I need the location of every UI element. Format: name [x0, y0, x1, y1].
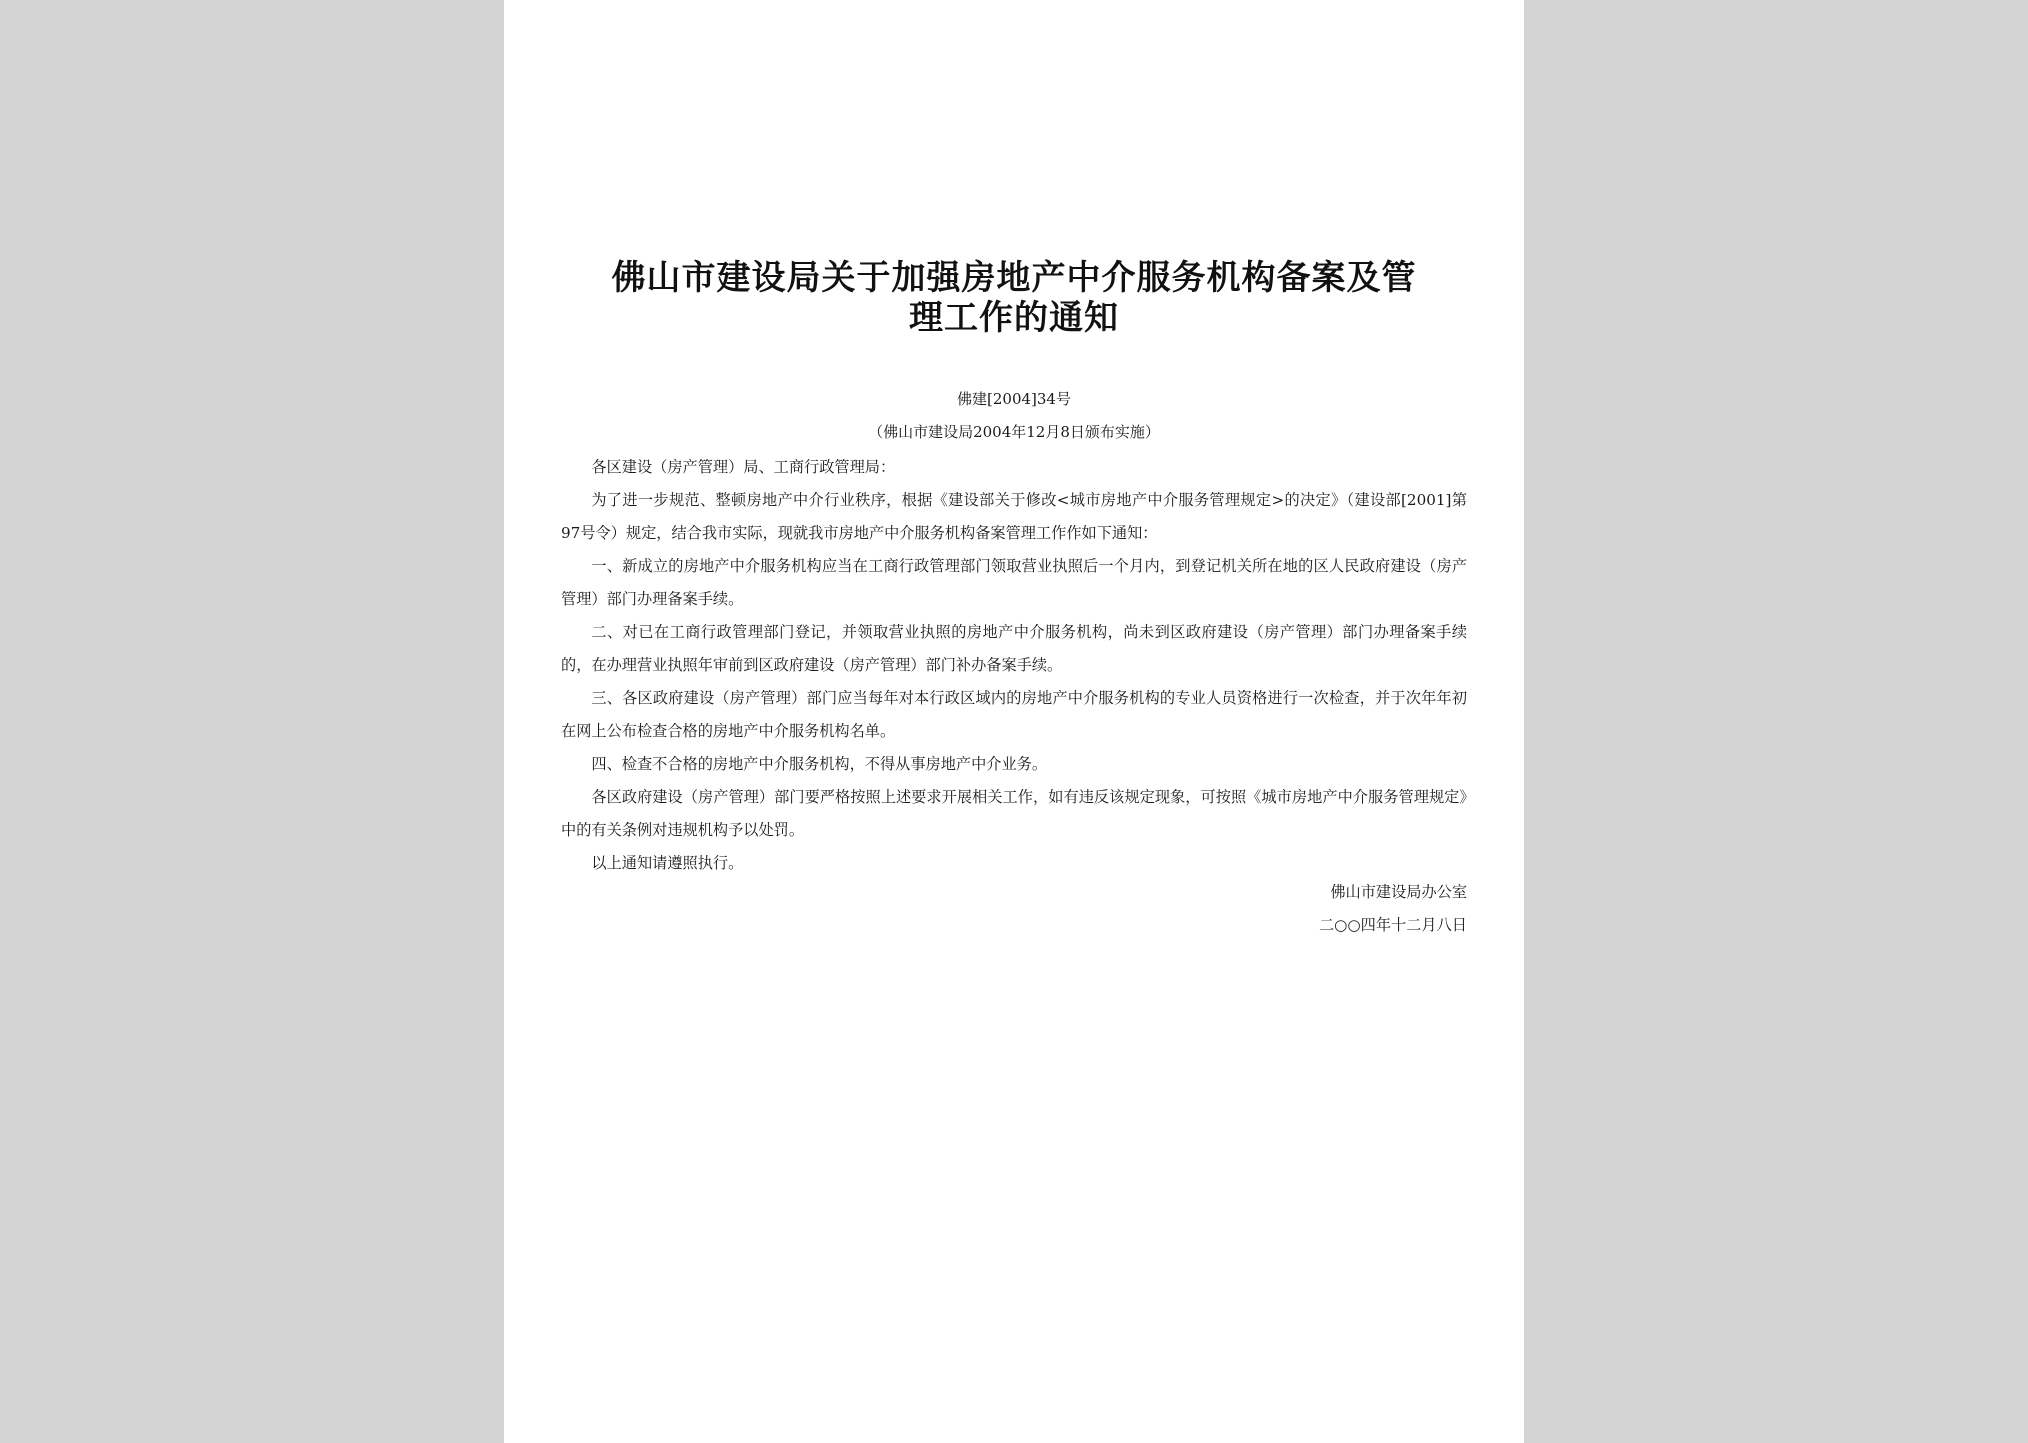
document-body — [561, 451, 1467, 880]
document-page — [504, 0, 1524, 1443]
paragraph-item-4: 四、检查不合格的房地产中介服务机构，不得从事房地产中介业务。 — [591, 755, 1048, 773]
signature-date: 二○○四年十二月八日 — [1318, 916, 1467, 934]
paragraph-intro: 为了进一步规范、整顿房地产中介行业秩序，根据《建设部关于修改<城市房地产中介服务管理规定>的决定》（建设部[2001]第97号令）规定，结合我市实际，现就我市房地产中介服务机构备案管理工作作如下通知： — [561, 491, 1467, 542]
paragraph-enforcement: 各区政府建设（房产管理）部门要严格按照上述要求开展相关工作，如有违反该规定现象，可按照《城市房地产中介服务管理规定》中的有关条例对违规机构予以处罚。 — [561, 788, 1467, 839]
document-number: 佛建[2004]34号 — [957, 390, 1071, 408]
signature-office: 佛山市建设局办公室 — [1330, 883, 1467, 901]
signature-block — [561, 876, 1467, 942]
document-title — [554, 258, 1474, 338]
title-line-1: 佛山市建设局关于加强房地产中介服务机构备案及管 — [611, 258, 1417, 298]
paragraph-item-3: 三、各区政府建设（房产管理）部门应当每年对本行政区域内的房地产中介服务机构的专业人员资格进行一次检查，并于次年年初在网上公布检查合格的房地产中介服务机构名单。 — [561, 689, 1467, 740]
paragraph-item-2: 二、对已在工商行政管理部门登记，并领取营业执照的房地产中介服务机构，尚未到区政府建设（房产管理）部门办理备案手续的，在办理营业执照年审前到区政府建设（房产管理）部门补办备案手续。 — [561, 623, 1467, 674]
paragraph-addressee: 各区建设（房产管理）局、工商行政管理局： — [591, 458, 896, 476]
paragraph-item-1: 一、新成立的房地产中介服务机构应当在工商行政管理部门领取营业执照后一个月内，到登记机关所在地的区人民政府建设（房产管理）部门办理备案手续。 — [561, 557, 1467, 608]
issued-note: （佛山市建设局2004年12月8日颁布实施） — [868, 423, 1160, 441]
title-line-2: 理工作的通知 — [909, 298, 1119, 338]
paragraph-closing: 以上通知请遵照执行。 — [591, 854, 744, 872]
